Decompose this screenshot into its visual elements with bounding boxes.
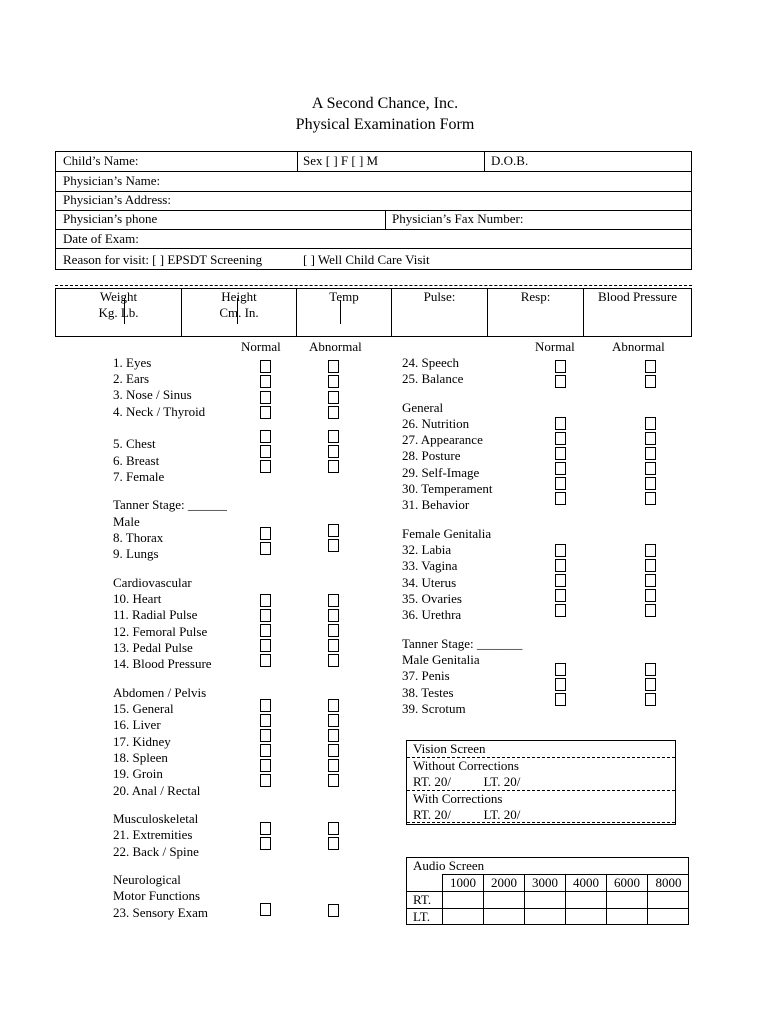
audio-rt-label: RT. (413, 892, 432, 907)
exam-item-label: 27. Appearance (402, 432, 483, 447)
tanner-stage-left: Tanner Stage: ______ (113, 497, 227, 512)
exam-item-label: 32. Labia (402, 542, 452, 557)
normal-checkbox[interactable] (260, 360, 271, 373)
exam-item-label: 8. Thorax (113, 530, 164, 545)
normal-checkbox[interactable] (260, 430, 271, 443)
reason-well-child-option[interactable]: [ ] Well Child Care Visit (303, 252, 430, 267)
exam-item-label: 7. Female (113, 469, 165, 484)
abnormal-checkbox[interactable] (645, 360, 656, 373)
exam-item-label: 30. Temperament (402, 481, 493, 496)
normal-checkbox[interactable] (260, 639, 271, 652)
vision-screen-title: Vision Screen (413, 741, 486, 756)
exam-item-label: 37. Penis (402, 668, 450, 683)
abnormal-checkbox[interactable] (645, 432, 656, 445)
pulse-label: Pulse: (423, 289, 456, 304)
abnormal-column-header-left: Abnormal (309, 339, 362, 354)
height-label: Height (221, 289, 257, 304)
exam-item-label: 9. Lungs (113, 546, 159, 561)
abnormal-checkbox[interactable] (328, 524, 339, 537)
exam-item-label: 14. Blood Pressure (113, 656, 212, 671)
normal-checkbox[interactable] (260, 837, 271, 850)
frequency-header: 2000 (491, 875, 517, 890)
abnormal-checkbox[interactable] (328, 445, 339, 458)
abnormal-checkbox[interactable] (328, 639, 339, 652)
normal-checkbox[interactable] (260, 375, 271, 388)
abnormal-checkbox[interactable] (328, 904, 339, 917)
normal-checkbox[interactable] (555, 604, 566, 617)
exam-item-label: 29. Self-Image (402, 465, 480, 480)
section-heading: Female Genitalia (402, 526, 492, 541)
section-subheading: Male Genitalia (402, 652, 480, 667)
abnormal-checkbox[interactable] (328, 375, 339, 388)
physicians-name-field[interactable]: Physician’s Name: (63, 173, 161, 188)
abnormal-checkbox[interactable] (328, 406, 339, 419)
audio-lt-label: LT. (413, 909, 430, 924)
abnormal-checkbox[interactable] (645, 559, 656, 572)
normal-checkbox[interactable] (555, 375, 566, 388)
exam-item-label: 34. Uterus (402, 575, 457, 590)
vision-without-corrections: Without Corrections (413, 758, 519, 773)
normal-checkbox[interactable] (260, 542, 271, 555)
abnormal-checkbox[interactable] (645, 604, 656, 617)
frequency-header: 8000 (655, 875, 682, 890)
normal-checkbox[interactable] (555, 462, 566, 475)
normal-checkbox[interactable] (555, 544, 566, 557)
section-heading: Musculoskeletal (113, 811, 199, 826)
exam-item-label: 1. Eyes (113, 355, 152, 370)
weight-units: Kg. Lb. (98, 305, 139, 320)
exam-item-label: 24. Speech (402, 355, 460, 370)
exam-item-label: 20. Anal / Rectal (113, 783, 201, 798)
exam-item-label: 12. Femoral Pulse (113, 624, 208, 639)
vision-with-values[interactable]: RT. 20/ LT. 20/ (413, 807, 521, 822)
normal-checkbox[interactable] (555, 447, 566, 460)
abnormal-checkbox[interactable] (328, 714, 339, 727)
exam-item-label: 4. Neck / Thyroid (113, 404, 206, 419)
exam-item-label: 2. Ears (113, 371, 150, 386)
tanner-stage-right: Tanner Stage: _______ (402, 636, 523, 651)
abnormal-checkbox[interactable] (645, 375, 656, 388)
normal-checkbox[interactable] (260, 699, 271, 712)
blood-pressure-label: Blood Pressure (597, 289, 678, 304)
date-of-exam-field[interactable]: Date of Exam: (63, 231, 139, 246)
section-subheading: Motor Functions (113, 888, 201, 903)
abnormal-checkbox[interactable] (645, 417, 656, 430)
abnormal-checkbox[interactable] (328, 837, 339, 850)
exam-item-label: 17. Kidney (113, 734, 171, 749)
abnormal-checkbox[interactable] (328, 609, 339, 622)
abnormal-checkbox[interactable] (645, 477, 656, 490)
abnormal-checkbox[interactable] (645, 589, 656, 602)
exam-item-label: 21. Extremities (113, 827, 193, 842)
normal-checkbox[interactable] (260, 609, 271, 622)
section-heading: Neurological (113, 872, 181, 887)
exam-item-label: 25. Balance (402, 371, 464, 386)
exam-item-label: 15. General (113, 701, 174, 716)
childs-name-field[interactable]: Child’s Name: (63, 153, 139, 168)
exam-item-label: 31. Behavior (402, 497, 470, 512)
normal-checkbox[interactable] (260, 759, 271, 772)
normal-checkbox[interactable] (555, 663, 566, 676)
normal-column-header-right: Normal (535, 339, 575, 354)
abnormal-checkbox[interactable] (645, 574, 656, 587)
height-units: Cm. In. (219, 305, 259, 320)
abnormal-checkbox[interactable] (645, 693, 656, 706)
abnormal-checkbox[interactable] (328, 594, 339, 607)
section-heading: Abdomen / Pelvis (113, 685, 207, 700)
abnormal-checkbox[interactable] (645, 492, 656, 505)
normal-checkbox[interactable] (260, 391, 271, 404)
frequency-header: 3000 (532, 875, 558, 890)
section-subheading: Male (113, 514, 140, 529)
abnormal-checkbox[interactable] (645, 663, 656, 676)
abnormal-checkbox[interactable] (328, 430, 339, 443)
normal-column-header-left: Normal (241, 339, 281, 354)
normal-checkbox[interactable] (260, 624, 271, 637)
abnormal-checkbox[interactable] (328, 699, 339, 712)
normal-checkbox[interactable] (260, 729, 271, 742)
exam-item-label: 19. Groin (113, 766, 163, 781)
abnormal-column-header-right: Abnormal (612, 339, 665, 354)
abnormal-checkbox[interactable] (328, 759, 339, 772)
physicians-phone-field[interactable]: Physician’s phone (63, 211, 158, 226)
normal-checkbox[interactable] (260, 714, 271, 727)
normal-checkbox[interactable] (555, 693, 566, 706)
exam-item-label: 13. Pedal Pulse (113, 640, 193, 655)
normal-checkbox[interactable] (260, 744, 271, 757)
normal-checkbox[interactable] (260, 903, 271, 916)
normal-checkbox[interactable] (260, 822, 271, 835)
exam-item-label: 35. Ovaries (402, 591, 462, 606)
audio-screen-title: Audio Screen (413, 858, 485, 873)
normal-checkbox[interactable] (260, 460, 271, 473)
physicians-fax-field[interactable]: Physician’s Fax Number: (392, 211, 524, 226)
normal-checkbox[interactable] (260, 406, 271, 419)
normal-checkbox[interactable] (555, 477, 566, 490)
section-heading: General (402, 400, 444, 415)
vision-without-values[interactable]: RT. 20/ LT. 20/ (413, 774, 521, 789)
abnormal-checkbox[interactable] (328, 744, 339, 757)
abnormal-checkbox[interactable] (328, 774, 339, 787)
normal-checkbox[interactable] (260, 594, 271, 607)
normal-checkbox[interactable] (555, 559, 566, 572)
exam-item-label: 5. Chest (113, 436, 156, 451)
normal-checkbox[interactable] (555, 360, 566, 373)
weight-label: Weight (99, 289, 138, 304)
frequency-header: 6000 (614, 875, 640, 890)
abnormal-checkbox[interactable] (328, 391, 339, 404)
abnormal-checkbox[interactable] (645, 462, 656, 475)
exam-item-label: 39. Scrotum (402, 701, 466, 716)
normal-checkbox[interactable] (260, 445, 271, 458)
normal-checkbox[interactable] (555, 492, 566, 505)
exam-item-label: 22. Back / Spine (113, 844, 199, 859)
exam-item-label: 28. Posture (402, 448, 461, 463)
sex-field[interactable]: Sex [ ] F [ ] M (303, 153, 379, 168)
abnormal-checkbox[interactable] (328, 654, 339, 667)
form-title: A Second Chance, Inc. (311, 95, 459, 112)
exam-item-label: 36. Urethra (402, 607, 462, 622)
exam-item-label: 11. Radial Pulse (113, 607, 198, 622)
normal-checkbox[interactable] (555, 574, 566, 587)
physicians-address-field[interactable]: Physician’s Address: (63, 192, 171, 207)
dob-field[interactable]: D.O.B. (491, 153, 529, 168)
resp-label: Resp: (520, 289, 551, 304)
normal-checkbox[interactable] (260, 527, 271, 540)
normal-checkbox[interactable] (555, 678, 566, 691)
exam-item-label: 23. Sensory Exam (113, 905, 208, 920)
frequency-header: 4000 (573, 875, 599, 890)
abnormal-checkbox[interactable] (328, 729, 339, 742)
exam-item-label: 26. Nutrition (402, 416, 470, 431)
abnormal-checkbox[interactable] (645, 544, 656, 557)
abnormal-checkbox[interactable] (328, 822, 339, 835)
normal-checkbox[interactable] (260, 774, 271, 787)
vision-with-corrections: With Corrections (413, 791, 503, 806)
exam-item-label: 16. Liver (113, 717, 161, 732)
normal-checkbox[interactable] (555, 432, 566, 445)
normal-checkbox[interactable] (260, 654, 271, 667)
abnormal-checkbox[interactable] (645, 447, 656, 460)
section-heading: Cardiovascular (113, 575, 192, 590)
exam-item-label: 33. Vagina (402, 558, 458, 573)
frequency-header: 1000 (450, 875, 476, 890)
normal-checkbox[interactable] (555, 589, 566, 602)
temp-label: Temp (329, 289, 359, 304)
exam-item-label: 10. Heart (113, 591, 162, 606)
abnormal-checkbox[interactable] (328, 539, 339, 552)
abnormal-checkbox[interactable] (645, 678, 656, 691)
normal-checkbox[interactable] (555, 417, 566, 430)
abnormal-checkbox[interactable] (328, 460, 339, 473)
abnormal-checkbox[interactable] (328, 360, 339, 373)
exam-item-label: 38. Testes (402, 685, 454, 700)
reason-epsdt-option[interactable]: Reason for visit: [ ] EPSDT Screening (63, 252, 263, 267)
form-subtitle: Physical Examination Form (295, 116, 475, 133)
exam-item-label: 3. Nose / Sinus (113, 387, 192, 402)
exam-item-label: 18. Spleen (113, 750, 168, 765)
exam-item-label: 6. Breast (113, 453, 160, 468)
abnormal-checkbox[interactable] (328, 624, 339, 637)
